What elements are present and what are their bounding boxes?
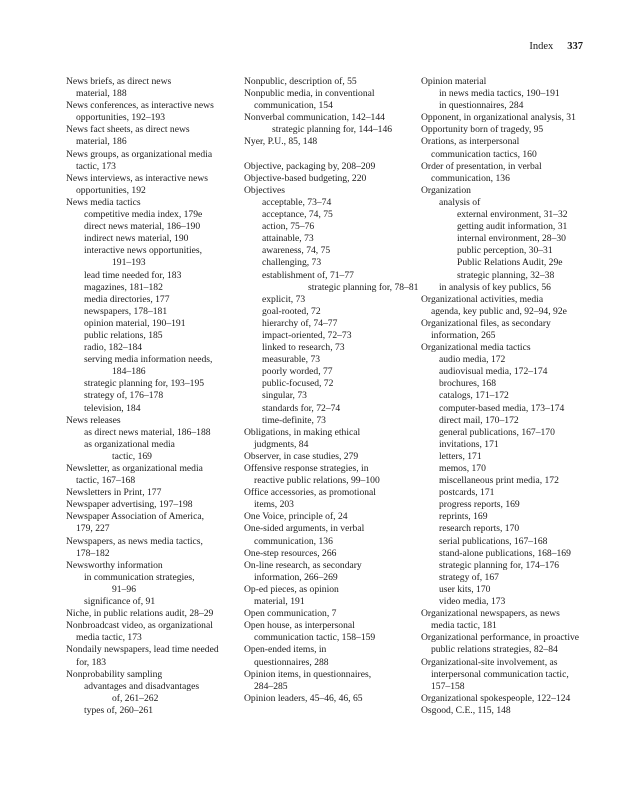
index-entry: Offensive response strategies, in (244, 463, 369, 474)
index-entry: general publications, 167–170 (439, 426, 555, 438)
index-entry: magazines, 181–182 (84, 281, 163, 293)
index-entry: strategy of, 176–178 (84, 390, 164, 402)
index-entry: Obligations, in making ethical (244, 426, 361, 438)
index-entry: singular, 73 (262, 390, 307, 402)
index-entry: Orations, as interpersonal (421, 136, 520, 148)
index-entry: One-sided arguments, in verbal (244, 523, 365, 535)
index-entry: strategic planning for, 174–176 (439, 559, 560, 571)
index-entry: strategic planning for, 78–81 (308, 281, 419, 293)
index-entry: Organizational spokespeople, 122–124 (421, 692, 571, 704)
index-entry: 179, 227 (76, 523, 110, 535)
index-entry: Opinion items, in questionnaires, (244, 668, 372, 680)
index-entry: interactive news opportunities, (84, 245, 203, 257)
index-entry: in news media tactics, 190–191 (439, 88, 560, 100)
index-entry: serial publications, 167–168 (439, 535, 548, 547)
index-entry: video media, 173 (439, 596, 506, 608)
index-entry: 91–96 (112, 583, 136, 595)
index-entry: newspapers, 178–181 (84, 305, 168, 317)
index-entry: poorly worded, 77 (262, 366, 333, 378)
index-entry: Objective, packaging by, 208–209 (244, 160, 376, 172)
index-entry: Newsletter, as organizational media (66, 463, 203, 474)
index-entry: public relations strategies, 82–84 (431, 644, 558, 656)
index-entry: Organization (421, 184, 471, 196)
index-entry: Organizational media tactics (421, 342, 531, 354)
index-entry: explicit, 73 (262, 293, 306, 305)
index-entry: in analysis of key publics, 56 (439, 281, 551, 293)
index-entry: Nonprobability sampling (66, 668, 163, 680)
index-entry: memos, 170 (439, 463, 486, 474)
index-entry: Nyer, P.U., 85, 148 (244, 136, 318, 148)
index-entry: News fact sheets, as direct news (66, 124, 190, 136)
index-entry: analysis of (439, 196, 481, 208)
index-entry: Open house, as interpersonal (244, 620, 355, 632)
index-entry: 184–186 (112, 366, 146, 378)
index-entry: News releases (66, 414, 121, 426)
index-entry: 157–158 (431, 680, 465, 692)
index-entry: Public Relations Audit, 29e (457, 257, 563, 269)
index-entry: hierarchy of, 74–77 (262, 317, 338, 329)
index-entry: letters, 171 (439, 450, 482, 462)
index-entry: types of, 260–261 (84, 704, 154, 716)
index-entry: of, 261–262 (112, 692, 159, 704)
index-entry: catalogs, 171–172 (439, 390, 509, 402)
index-entry: media tactic, 181 (431, 620, 497, 632)
index-entry: acceptable, 73–74 (262, 196, 332, 208)
index-entry: external environment, 31–32 (457, 209, 568, 221)
index-entry: competitive media index, 179e (84, 209, 203, 221)
page-number: 337 (567, 41, 583, 52)
index-entry: audio media, 172 (439, 354, 506, 366)
index-entry: tactic, 173 (76, 160, 116, 172)
index-entry: user kits, 170 (439, 583, 491, 595)
index-entry: media directories, 177 (84, 293, 170, 305)
index-entry: public-focused, 72 (262, 378, 334, 390)
index-entry: getting audit information, 31 (457, 221, 568, 233)
index-entry: Organizational files, as secondary (421, 317, 551, 329)
index-entry: information, 266–269 (254, 571, 338, 583)
index-entry: Organizational performance, in proactive (421, 632, 580, 644)
index-entry: communication, 136 (254, 535, 333, 547)
index-entry: public perception, 30–31 (457, 245, 553, 257)
index-entry: Organizational-site involvement, as (421, 656, 558, 668)
index-entry: Nonpublic, description of, 55 (244, 76, 357, 87)
index-entry: Open-ended items, in (244, 644, 327, 656)
index-entry: Newsletters in Print, 177 (66, 487, 162, 499)
index-entry: measurable, 73 (262, 354, 321, 366)
index-entry: Nondaily newspapers, lead time needed (66, 644, 219, 656)
index-entry: strategic planning for, 193–195 (84, 378, 205, 390)
index-entry: Nonverbal communication, 142–144 (244, 112, 385, 124)
index-entry: communication tactics, 160 (431, 148, 537, 160)
index-column-3 (421, 76, 586, 717)
index-entry: direct news material, 186–190 (84, 221, 201, 233)
index-entry: communication, 154 (254, 100, 333, 112)
index-entry: as organizational media (84, 438, 175, 450)
index-entry: computer-based media, 173–174 (439, 402, 565, 414)
index-entry: Office accessories, as promotional (244, 487, 376, 499)
index-entry: Nonpublic media, in conventional (244, 88, 375, 100)
index-entry: Observer, in case studies, 279 (244, 450, 359, 462)
index-entry: agenda, key public and, 92–94, 92e (431, 305, 567, 317)
index-entry: opportunities, 192 (76, 184, 146, 196)
index-entry: News briefs, as direct news (66, 76, 172, 87)
index-entry: Order of presentation, in verbal (421, 160, 542, 172)
index-entry: Newspaper advertising, 197–198 (66, 499, 193, 511)
column-spacer (244, 149, 406, 161)
index-entry: Newsworthy information (66, 559, 163, 571)
index-entry: Nonbroadcast video, as organizational (66, 620, 213, 632)
index-entry: Opinion material (421, 76, 487, 87)
index-entry: reprints, 169 (439, 511, 488, 523)
index-entry: impact-oriented, 72–73 (262, 329, 352, 341)
index-entry: brochures, 168 (439, 378, 497, 390)
index-entry: significance of, 91 (84, 596, 156, 608)
index-entry: serving media information needs, (84, 354, 213, 366)
index-entry: strategic planning, 32–38 (457, 269, 555, 281)
index-entry: internal environment, 28–30 (457, 233, 566, 245)
index-entry: action, 75–76 (262, 221, 315, 233)
index-entry: awareness, 74, 75 (262, 245, 331, 257)
index-entry: postcards, 171 (439, 487, 495, 499)
index-entry: Opportunity born of tragedy, 95 (421, 124, 544, 136)
index-entry: stand-alone publications, 168–169 (439, 547, 571, 559)
index-entry: On-line research, as secondary (244, 559, 362, 571)
index-entry: for, 183 (76, 656, 106, 668)
index-entry: Niche, in public relations audit, 28–29 (66, 608, 214, 620)
index-entry: 178–182 (76, 547, 110, 559)
index-entry: Organizational newspapers, as news (421, 608, 560, 620)
index-entry: miscellaneous print media, 172 (439, 475, 559, 487)
index-column-1 (66, 76, 226, 717)
index-entry: establishment of, 71–77 (262, 269, 354, 281)
index-entry: News interviews, as interactive news (66, 172, 208, 184)
index-entry: material, 188 (76, 88, 127, 100)
index-entry: Newspapers, as news media tactics, (66, 535, 203, 547)
index-entry: items, 203 (254, 499, 294, 511)
index-entry: Opponent, in organizational analysis, 31 (421, 112, 576, 124)
index-entry: interpersonal communication tactic, (431, 668, 569, 680)
index-entry: communication tactic, 158–159 (254, 632, 376, 644)
index-entry: challenging, 73 (262, 257, 322, 269)
index-entry: in questionnaires, 284 (439, 100, 524, 112)
index-entry: questionnaires, 288 (254, 656, 329, 668)
index-entry: progress reports, 169 (439, 499, 520, 511)
index-entry: Organizational activities, media (421, 293, 544, 305)
index-entry: linked to research, 73 (262, 342, 345, 354)
index-entry: tactic, 169 (112, 450, 152, 462)
index-entry: as direct news material, 186–188 (84, 426, 211, 438)
index-entry: Objective-based budgeting, 220 (244, 172, 367, 184)
index-entry: News conferences, as interactive news (66, 100, 214, 112)
index-entry: 284–285 (254, 680, 288, 692)
index-entry: acceptance, 74, 75 (262, 209, 333, 221)
index-entry: in communication strategies, (84, 571, 195, 583)
index-column-2 (244, 76, 419, 705)
running-header (529, 41, 583, 52)
index-entry: opportunities, 192–193 (76, 112, 166, 124)
index-entry: standards for, 72–74 (262, 402, 341, 414)
index-entry: information, 265 (431, 329, 496, 341)
index-entry: strategic planning for, 144–146 (272, 124, 393, 136)
index-entry: News groups, as organizational media (66, 148, 213, 160)
index-entry: reactive public relations, 99–100 (254, 475, 380, 487)
index-entry: audiovisual media, 172–174 (439, 366, 548, 378)
index-entry: Osgood, C.E., 115, 148 (421, 704, 511, 716)
index-entry: Open communication, 7 (244, 608, 337, 620)
index-entry: judgments, 84 (254, 438, 309, 450)
index-entry: material, 191 (254, 596, 305, 608)
index-entry: opinion material, 190–191 (84, 317, 186, 329)
index-entry: communication, 136 (431, 172, 510, 184)
index-entry: direct mail, 170–172 (439, 414, 519, 426)
index-entry: Newspaper Association of America, (66, 511, 205, 523)
index-entry: One Voice, principle of, 24 (244, 511, 348, 523)
index-entry: research reports, 170 (439, 523, 520, 535)
index-entry: television, 184 (84, 402, 141, 414)
index-entry: time-definite, 73 (262, 414, 326, 426)
index-entry: indirect news material, 190 (84, 233, 189, 245)
index-entry: lead time needed for, 183 (84, 269, 182, 281)
index-entry: 191–193 (112, 257, 146, 269)
index-entry: One-step resources, 266 (244, 547, 337, 559)
index-entry: Opinion leaders, 45–46, 46, 65 (244, 692, 363, 704)
index-entry: material, 186 (76, 136, 127, 148)
index-entry: public relations, 185 (84, 329, 163, 341)
index-entry: media tactic, 173 (76, 632, 142, 644)
index-entry: goal-rooted, 72 (262, 305, 321, 317)
index-entry: advantages and disadvantages (84, 680, 200, 692)
section-title: Index (529, 41, 554, 52)
index-entry: attainable, 73 (262, 233, 314, 245)
index-entry: invitations, 171 (439, 438, 499, 450)
index-entry: News media tactics (66, 196, 141, 208)
index-entry: Op-ed pieces, as opinion (244, 583, 339, 595)
index-entry: Objectives (244, 184, 286, 196)
index-entry: radio, 182–184 (84, 342, 143, 354)
index-entry: tactic, 167–168 (76, 475, 136, 487)
index-entry: strategy of, 167 (439, 571, 499, 583)
